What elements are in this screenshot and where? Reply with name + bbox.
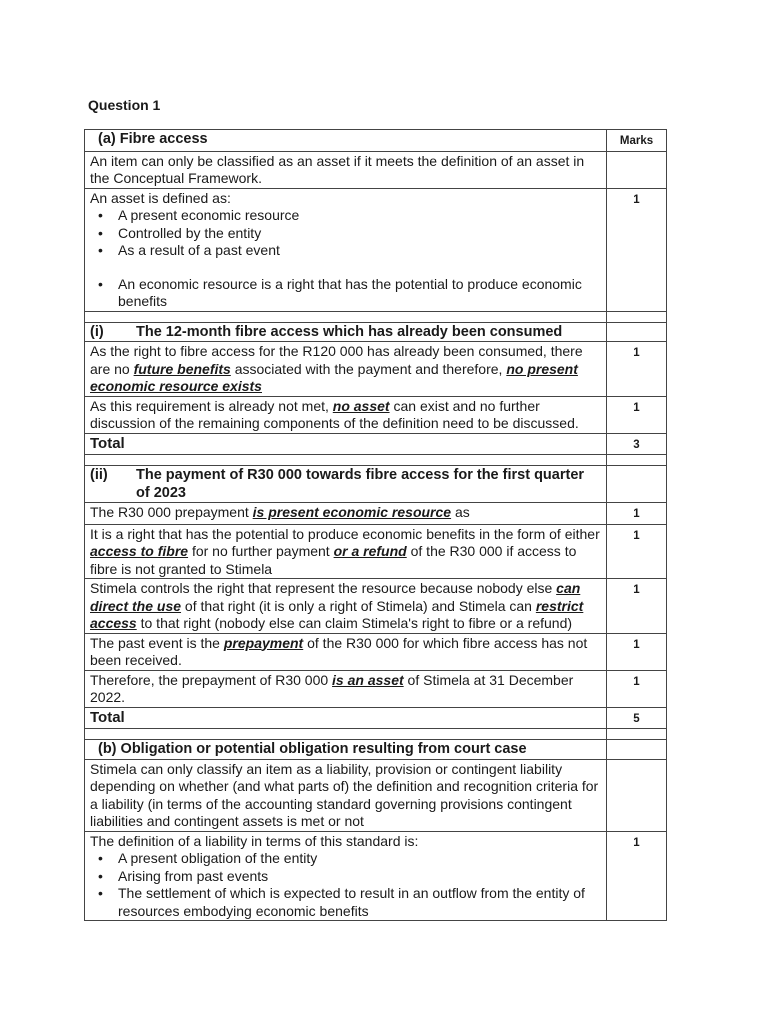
asset-intro: An item can only be classified as an asset if it meets the definition of an asset in the Conceptual Framework. xyxy=(85,151,607,188)
answer-text: The R30 000 prepayment is present economic resource as xyxy=(85,503,607,525)
economic-resource-list xyxy=(90,276,601,311)
keyword: no present economic resource exists xyxy=(90,360,578,394)
keyword: prepayment xyxy=(223,634,304,651)
mark-value: 1 xyxy=(607,188,667,311)
keyword: future benefits xyxy=(133,360,231,377)
table-row xyxy=(85,670,667,707)
answer-text: It is a right that has the potential to produce economic benefits in the form of either access to fibre for no further payment or a refund of the R30 000 if access to fibre is not granted to Stimela xyxy=(85,524,607,579)
table-row xyxy=(85,740,667,760)
total-value: 5 xyxy=(607,707,667,729)
mark-value: 1 xyxy=(607,831,667,921)
table-row xyxy=(85,466,667,503)
marks-header: Marks xyxy=(607,130,667,152)
asset-defined-text: An asset is defined as: xyxy=(90,189,231,206)
table-row xyxy=(85,524,667,579)
section-title: The 12-month fibre access which has already been consumed xyxy=(136,323,563,340)
section-ii-heading xyxy=(85,466,607,503)
question-title: Question 1 xyxy=(88,97,161,113)
list-item: • An economic resource is a right that has the potential to produce economic benefits xyxy=(118,276,601,311)
answer-text: Stimela controls the right that represent the resource because nobody else can direct the use of that right (it is only a right of Stimela) and Stimela can restrict access to that right (nobody else can claim Stimela's right to fibre or a refund) xyxy=(85,579,607,634)
mark-value: 1 xyxy=(607,633,667,670)
section-number: (i) xyxy=(90,323,104,340)
answer-text: Therefore, the prepayment of R30 000 is an asset of Stimela at 31 December 2022. xyxy=(85,670,607,707)
table-row xyxy=(85,633,667,670)
keyword: is present economic resource xyxy=(252,504,452,520)
liability-intro: Stimela can only classify an item as a liability, provision or contingent liability depending on whether (and what parts of) the definition and recognition criteria for a liability (in terms of the accounting standard governing provisions contingent liabilities and contingent assets is met or not xyxy=(85,759,607,831)
mark-value: 1 xyxy=(607,579,667,634)
mark-value: 1 xyxy=(607,670,667,707)
keyword: restrict access xyxy=(90,597,584,631)
liability-criteria-list xyxy=(90,850,601,920)
section-a-heading: (a) Fibre access xyxy=(85,130,607,152)
total-label: Total xyxy=(85,707,607,729)
list-item: • The settlement of which is expected to result in an outflow from the entity of resources embodying economic benefits xyxy=(118,885,601,920)
table-row xyxy=(85,433,667,455)
table-row xyxy=(85,396,667,433)
keyword: is an asset xyxy=(332,671,404,688)
section-number: (ii) xyxy=(90,467,108,483)
table-row xyxy=(85,188,667,311)
mark-value: 1 xyxy=(607,524,667,579)
list-item: • Arising from past events xyxy=(118,868,601,886)
table-row xyxy=(85,342,667,397)
answer-table xyxy=(84,129,667,921)
keyword: access to fibre xyxy=(90,543,189,559)
answer-text: As the right to fibre access for the R120 000 has already been consumed, there are no future benefits associated with the payment and therefore, no present economic resource exists xyxy=(85,342,607,397)
keyword: can direct the use xyxy=(90,580,581,614)
section-i-heading xyxy=(85,322,607,342)
liability-definition-cell xyxy=(85,831,607,921)
table-row xyxy=(85,130,667,152)
asset-criteria-list xyxy=(90,207,601,260)
table-row xyxy=(85,707,667,729)
asset-definition-cell xyxy=(85,188,607,311)
liability-definition-text: The definition of a liability in terms of this standard is: xyxy=(90,832,419,849)
mark-value: 1 xyxy=(607,503,667,525)
section-title: The payment of R30 000 towards fibre access for the first quarter of 2023 xyxy=(136,467,585,501)
list-item: • Controlled by the entity xyxy=(118,225,601,243)
answer-text: As this requirement is already not met, no asset can exist and no further discussion of the remaining components of the definition need to be discussed. xyxy=(85,396,607,433)
list-item: • As a result of a past event xyxy=(118,242,601,260)
answer-text: The past event is the prepayment of the R30 000 for which fibre access has not been received. xyxy=(85,633,607,670)
list-item: • A present obligation of the entity xyxy=(118,850,601,868)
table-row xyxy=(85,759,667,831)
mark-value: 1 xyxy=(607,342,667,397)
section-b-heading: (b) Obligation or potential obligation resulting from court case xyxy=(85,740,607,760)
total-value: 3 xyxy=(607,433,667,455)
table-row xyxy=(85,831,667,921)
keyword: or a refund xyxy=(333,543,407,559)
table-row xyxy=(85,503,667,525)
table-row xyxy=(85,151,667,188)
total-label: Total xyxy=(85,433,607,455)
table-row xyxy=(85,579,667,634)
keyword: no asset xyxy=(332,397,390,414)
mark-value: 1 xyxy=(607,396,667,433)
table-row xyxy=(85,322,667,342)
list-item: • A present economic resource xyxy=(118,207,601,225)
